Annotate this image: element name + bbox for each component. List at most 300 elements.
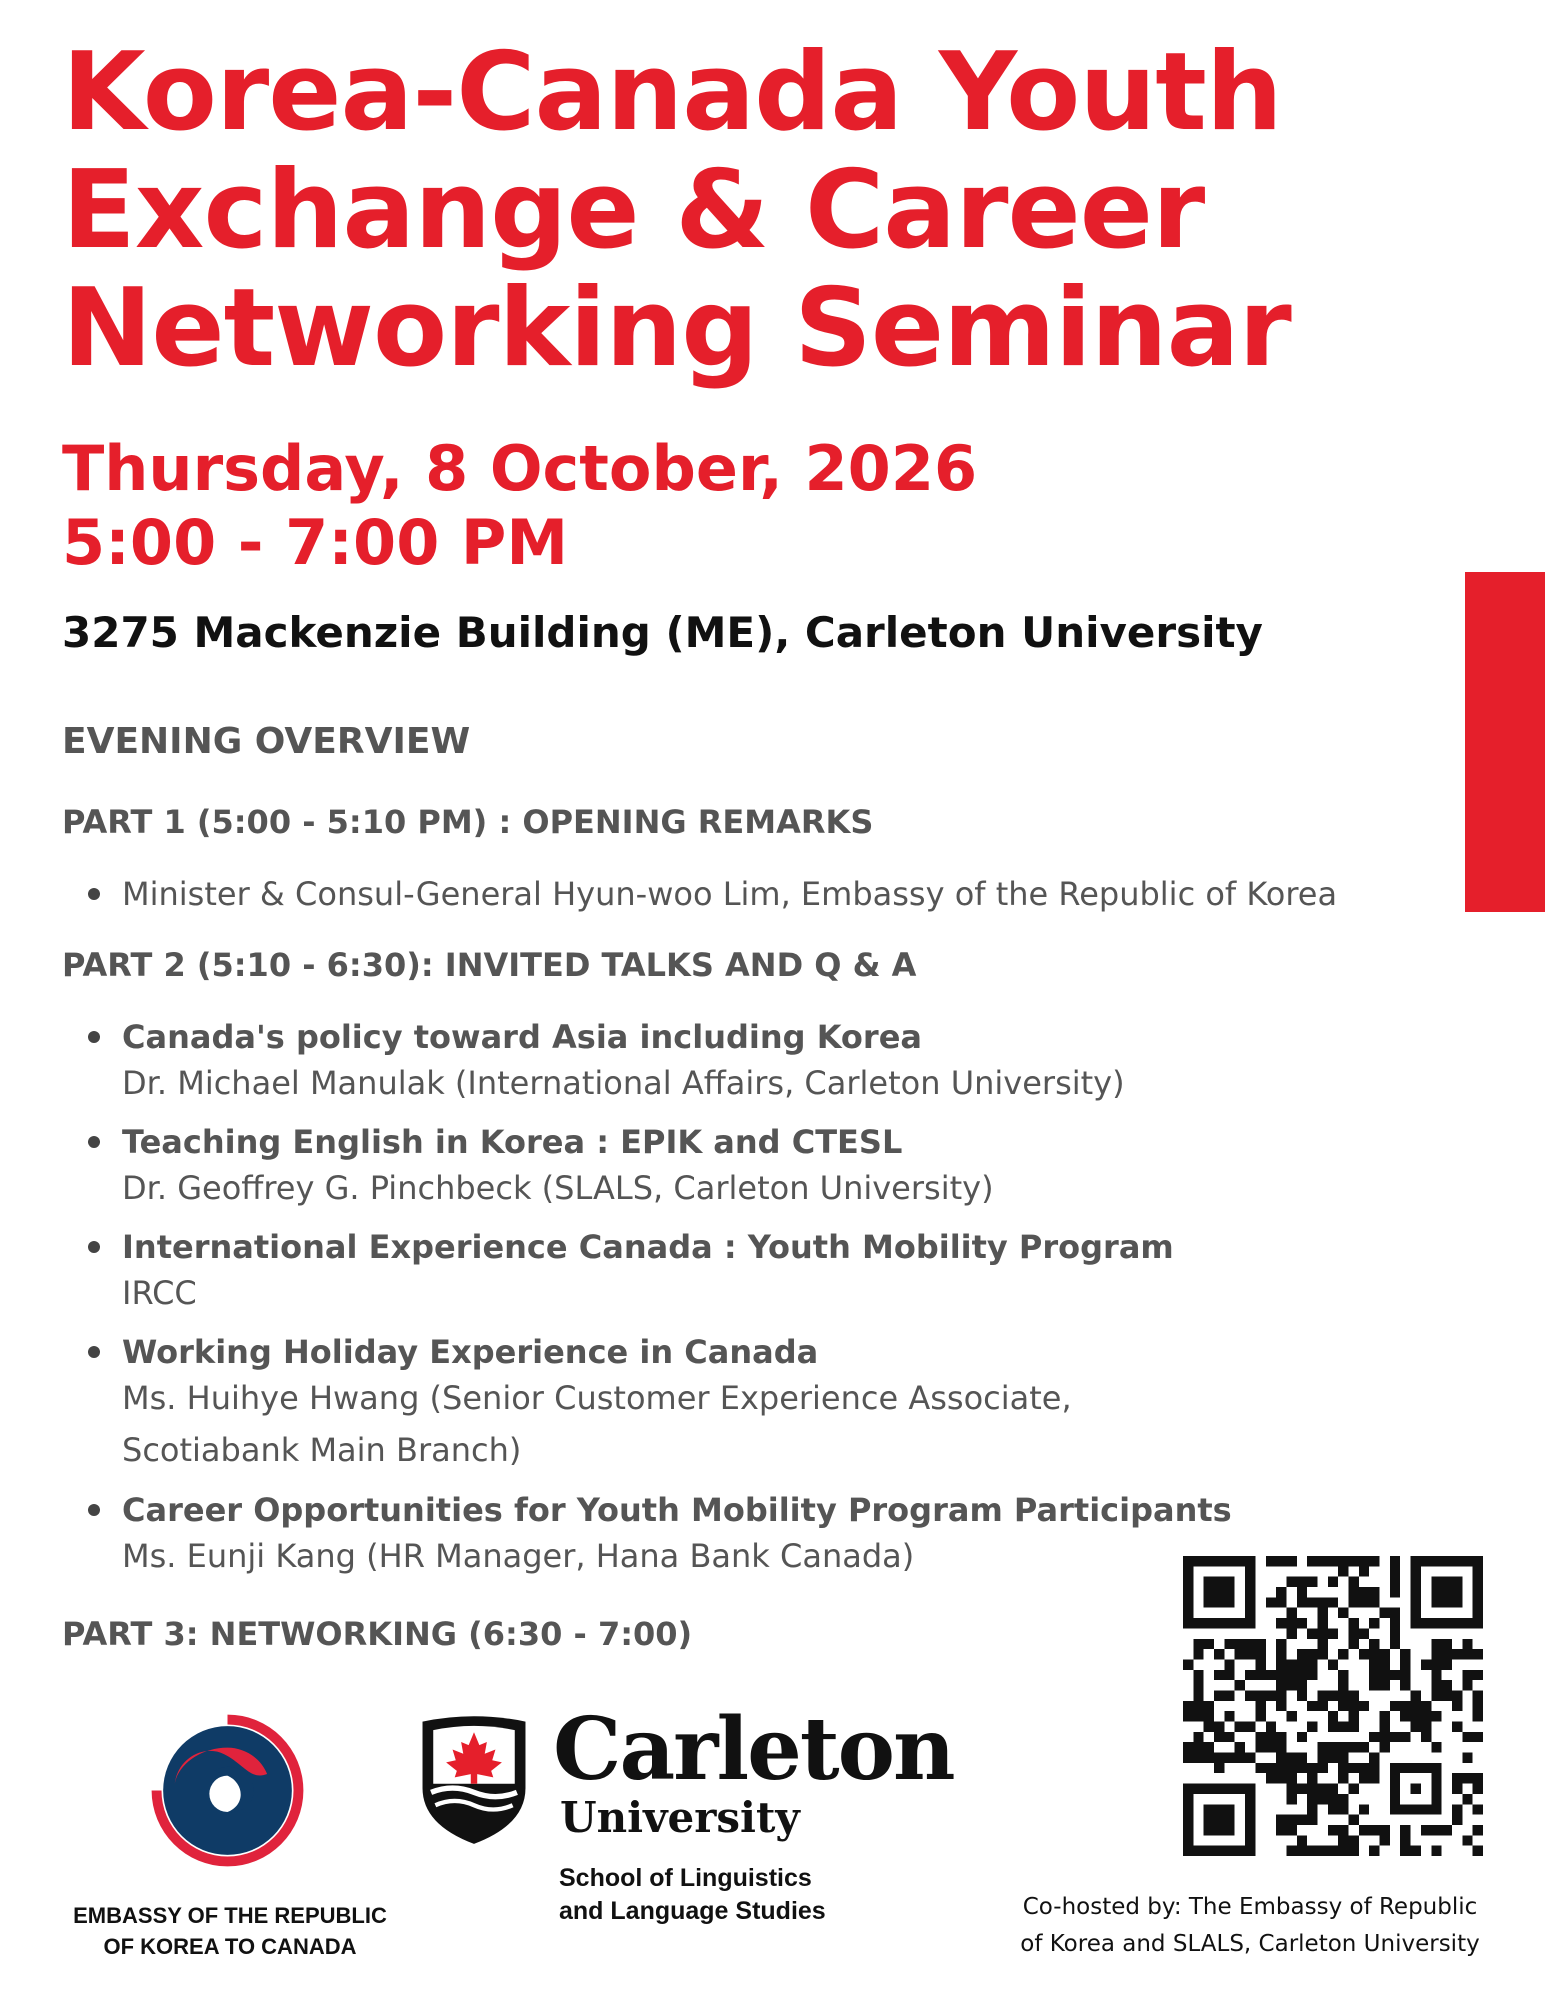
qr-module — [1390, 1670, 1400, 1680]
qr-module — [1380, 1680, 1390, 1690]
qr-module — [1349, 1690, 1359, 1700]
embassy-caption — [40, 1900, 420, 1962]
qr-module — [1349, 1587, 1359, 1597]
qr-module — [1380, 1670, 1390, 1680]
qr-module — [1307, 1577, 1317, 1587]
qr-module — [1452, 1804, 1462, 1814]
qr-module — [1224, 1690, 1234, 1700]
qr-module — [1276, 1690, 1286, 1700]
qr-module — [1307, 1701, 1317, 1711]
qr-module — [1400, 1701, 1410, 1711]
qr-module — [1276, 1618, 1286, 1628]
qr-module — [1286, 1577, 1296, 1587]
qr-module — [1338, 1722, 1348, 1732]
qr-finder — [1473, 1556, 1483, 1628]
qr-module — [1462, 1835, 1472, 1845]
qr-module — [1286, 1825, 1296, 1835]
bullet-dot — [88, 1504, 100, 1516]
qr-module — [1473, 1649, 1483, 1659]
qr-module — [1193, 1732, 1203, 1742]
qr-module — [1431, 1846, 1441, 1856]
qr-module — [1307, 1804, 1317, 1814]
qr-module — [1359, 1597, 1369, 1607]
qr-module — [1431, 1711, 1441, 1721]
qr-module — [1328, 1556, 1338, 1566]
qr-module — [1317, 1628, 1327, 1638]
qr-module — [1390, 1608, 1400, 1618]
qr-module — [1317, 1639, 1327, 1649]
bullet-dot — [88, 1031, 100, 1043]
qr-module — [1193, 1670, 1203, 1680]
qr-module — [1193, 1742, 1203, 1752]
qr-module — [1421, 1659, 1431, 1669]
qr-module — [1286, 1773, 1296, 1783]
embassy-caption-line: OF KOREA TO CANADA — [103, 1934, 357, 1959]
talk-title: Career Opportunities for Youth Mobility Program Participants — [122, 1491, 1232, 1529]
qr-module — [1400, 1659, 1410, 1669]
talk-speaker: Ms. Eunji Kang (HR Manager, Hana Bank Canada) — [122, 1537, 915, 1575]
part3-heading: PART 3: NETWORKING (6:30 - 7:00) — [62, 1615, 693, 1653]
qr-module — [1338, 1753, 1348, 1763]
qr-module — [1338, 1649, 1348, 1659]
overview-heading: EVENING OVERVIEW — [62, 721, 471, 762]
carleton-university-wordmark: University — [560, 1793, 800, 1842]
qr-module — [1214, 1649, 1224, 1659]
qr-module — [1338, 1794, 1348, 1804]
qr-module — [1224, 1732, 1234, 1742]
qr-module — [1317, 1763, 1327, 1773]
qr-module — [1390, 1566, 1400, 1576]
qr-module — [1297, 1784, 1307, 1794]
qr-module — [1431, 1825, 1441, 1835]
qr-module — [1266, 1742, 1276, 1752]
qr-module — [1359, 1556, 1369, 1566]
qr-module — [1400, 1846, 1410, 1856]
qr-module — [1369, 1670, 1379, 1680]
qr-module — [1473, 1825, 1483, 1835]
embassy-caption-line: EMBASSY OF THE REPUBLIC — [73, 1903, 387, 1928]
qr-module — [1400, 1732, 1410, 1742]
qr-module — [1380, 1835, 1390, 1845]
qr-module — [1317, 1742, 1327, 1752]
qr-module — [1328, 1577, 1338, 1587]
qr-module — [1369, 1680, 1379, 1690]
qr-module — [1338, 1680, 1348, 1690]
qr-module — [1369, 1659, 1379, 1669]
qr-module — [1317, 1784, 1327, 1794]
qr-module — [1338, 1566, 1348, 1576]
qr-module — [1297, 1659, 1307, 1669]
qr-module — [1307, 1556, 1317, 1566]
qr-module — [1276, 1701, 1286, 1711]
qr-module — [1369, 1773, 1379, 1783]
qr-module — [1328, 1846, 1338, 1856]
korea-taegeuk-logo-icon — [145, 1708, 310, 1873]
opening-remarks-speaker: Minister & Consul-General Hyun-woo Lim, Embassy of the Republic of Korea — [122, 875, 1338, 913]
qr-module — [1297, 1649, 1307, 1659]
bullet-dot — [88, 888, 100, 900]
qr-module — [1328, 1804, 1338, 1814]
qr-module — [1297, 1753, 1307, 1763]
qr-module — [1286, 1680, 1296, 1690]
qr-module — [1338, 1670, 1348, 1680]
qr-module — [1307, 1670, 1317, 1680]
qr-code-icon[interactable] — [1183, 1556, 1483, 1856]
qr-module — [1349, 1556, 1359, 1566]
qr-module — [1266, 1732, 1276, 1742]
qr-module — [1338, 1701, 1348, 1711]
qr-module — [1266, 1670, 1276, 1680]
bullet-dot — [88, 1136, 100, 1148]
qr-module — [1338, 1556, 1348, 1566]
qr-module — [1255, 1670, 1265, 1680]
qr-module — [1359, 1587, 1369, 1597]
qr-module — [1204, 1701, 1214, 1711]
qr-module — [1286, 1618, 1296, 1628]
qr-module — [1317, 1597, 1327, 1607]
qr-module — [1307, 1628, 1317, 1638]
qr-module — [1328, 1825, 1338, 1835]
qr-module — [1266, 1556, 1276, 1566]
qr-module — [1431, 1670, 1441, 1680]
qr-module — [1317, 1701, 1327, 1711]
qr-module — [1255, 1732, 1265, 1742]
qr-module — [1452, 1722, 1462, 1732]
qr-module — [1286, 1711, 1296, 1721]
qr-module — [1328, 1628, 1338, 1638]
qr-module — [1473, 1690, 1483, 1700]
bullet-dot — [88, 1346, 100, 1358]
qr-module — [1276, 1753, 1286, 1763]
qr-module — [1380, 1722, 1390, 1732]
qr-module — [1204, 1639, 1214, 1649]
qr-module — [1462, 1680, 1472, 1690]
qr-module — [1349, 1846, 1359, 1856]
school-caption-line: School of Linguistics — [559, 1864, 812, 1892]
qr-module — [1431, 1639, 1441, 1649]
event-title — [62, 30, 1512, 391]
qr-module — [1349, 1701, 1359, 1711]
qr-module — [1193, 1680, 1203, 1690]
qr-module — [1204, 1722, 1214, 1732]
qr-module — [1317, 1753, 1327, 1763]
school-caption — [559, 1862, 826, 1928]
qr-module — [1411, 1711, 1421, 1721]
qr-module — [1359, 1649, 1369, 1659]
qr-module — [1286, 1846, 1296, 1856]
qr-module — [1297, 1732, 1307, 1742]
qr-module — [1307, 1763, 1317, 1773]
qr-module — [1390, 1639, 1400, 1649]
qr-module — [1462, 1732, 1472, 1742]
qr-module — [1297, 1690, 1307, 1700]
qr-module — [1349, 1577, 1359, 1587]
qr-module — [1338, 1608, 1348, 1618]
qr-module — [1369, 1618, 1379, 1628]
qr-module — [1338, 1835, 1348, 1845]
qr-module — [1328, 1711, 1338, 1721]
qr-module — [1338, 1690, 1348, 1700]
qr-module — [1390, 1618, 1400, 1628]
qr-module — [1183, 1753, 1193, 1763]
event-title-line-3: Networking Seminar — [62, 266, 1291, 391]
carleton-wordmark: Carleton — [553, 1699, 954, 1800]
qr-module — [1400, 1835, 1410, 1845]
qr-module — [1224, 1753, 1234, 1763]
qr-module — [1214, 1732, 1224, 1742]
qr-module — [1400, 1670, 1410, 1680]
qr-module — [1193, 1711, 1203, 1721]
qr-module — [1462, 1773, 1472, 1783]
qr-finder — [1183, 1846, 1255, 1856]
qr-module — [1317, 1608, 1327, 1618]
qr-module — [1245, 1639, 1255, 1649]
qr-module — [1224, 1659, 1234, 1669]
qr-module — [1400, 1711, 1410, 1721]
qr-module — [1297, 1680, 1307, 1690]
qr-finder — [1411, 1618, 1483, 1628]
qr-module — [1307, 1773, 1317, 1783]
talk-speaker: Ms. Huihye Hwang (Senior Customer Experience Associate, — [122, 1379, 1072, 1417]
qr-module — [1369, 1556, 1379, 1566]
talk-speaker: Scotiabank Main Branch) — [122, 1431, 522, 1469]
qr-module — [1297, 1618, 1307, 1628]
qr-module — [1369, 1753, 1379, 1763]
qr-module — [1421, 1722, 1431, 1732]
qr-module — [1193, 1753, 1203, 1763]
qr-module — [1400, 1680, 1410, 1690]
qr-module — [1421, 1711, 1431, 1721]
qr-module — [1369, 1846, 1379, 1856]
qr-module — [1307, 1794, 1317, 1804]
qr-module — [1245, 1722, 1255, 1732]
qr-finder — [1411, 1556, 1483, 1566]
qr-module — [1317, 1846, 1327, 1856]
qr-module — [1442, 1680, 1452, 1690]
qr-module — [1431, 1690, 1441, 1700]
qr-module — [1214, 1722, 1224, 1732]
qr-module — [1369, 1732, 1379, 1742]
qr-module — [1411, 1690, 1421, 1700]
qr-module — [1349, 1597, 1359, 1607]
qr-module — [1255, 1742, 1265, 1752]
qr-module — [1369, 1763, 1379, 1773]
qr-module — [1235, 1753, 1245, 1763]
qr-finder — [1204, 1577, 1235, 1608]
qr-module — [1390, 1732, 1400, 1742]
qr-module — [1390, 1628, 1400, 1638]
qr-finder — [1431, 1577, 1462, 1608]
qr-module — [1276, 1680, 1286, 1690]
talk-title: Working Holiday Experience in Canada — [122, 1333, 819, 1371]
event-time: 5:00 - 7:00 PM — [62, 506, 569, 579]
qr-module — [1411, 1846, 1421, 1856]
qr-module — [1286, 1670, 1296, 1680]
qr-module — [1369, 1649, 1379, 1659]
qr-module — [1431, 1659, 1441, 1669]
qr-module — [1380, 1742, 1390, 1752]
qr-finder — [1183, 1556, 1255, 1566]
qr-module — [1193, 1690, 1203, 1700]
qr-module — [1276, 1639, 1286, 1649]
qr-module — [1369, 1587, 1379, 1597]
qr-module — [1255, 1659, 1265, 1669]
talk-speaker: IRCC — [122, 1274, 197, 1312]
qr-module — [1473, 1773, 1483, 1783]
qr-module — [1297, 1846, 1307, 1856]
red-accent-bar — [1465, 572, 1545, 912]
qr-module — [1204, 1742, 1214, 1752]
qr-module — [1266, 1773, 1276, 1783]
talk-title: International Experience Canada : Youth Mobility Program — [122, 1228, 1174, 1266]
qr-module — [1276, 1825, 1286, 1835]
qr-module — [1183, 1742, 1193, 1752]
qr-module — [1380, 1732, 1390, 1742]
qr-module — [1452, 1690, 1462, 1700]
qr-module — [1286, 1784, 1296, 1794]
qr-module — [1431, 1649, 1441, 1659]
qr-module — [1462, 1794, 1472, 1804]
qr-module — [1338, 1804, 1348, 1814]
qr-module — [1431, 1742, 1441, 1752]
talk-title: Teaching English in Korea : EPIK and CTESL — [122, 1123, 903, 1161]
qr-module — [1328, 1753, 1338, 1763]
qr-module — [1183, 1659, 1193, 1669]
qr-module — [1349, 1628, 1359, 1638]
qr-module — [1286, 1815, 1296, 1825]
qr-module — [1380, 1608, 1390, 1618]
qr-module — [1380, 1659, 1390, 1669]
qr-module — [1411, 1722, 1421, 1732]
qr-module — [1245, 1670, 1255, 1680]
qr-module — [1276, 1742, 1286, 1752]
qr-module — [1255, 1690, 1265, 1700]
qr-module — [1297, 1597, 1307, 1607]
qr-module — [1317, 1618, 1327, 1628]
qr-module — [1307, 1597, 1317, 1607]
qr-finder — [1245, 1556, 1255, 1628]
qr-module — [1214, 1753, 1224, 1763]
qr-module — [1245, 1690, 1255, 1700]
qr-module — [1442, 1649, 1452, 1659]
qr-module — [1473, 1732, 1483, 1742]
qr-module — [1452, 1773, 1462, 1783]
carleton-shield-icon — [420, 1713, 528, 1846]
qr-module — [1317, 1649, 1327, 1659]
qr-module — [1286, 1794, 1296, 1804]
qr-module — [1276, 1815, 1286, 1825]
talk-title: Canada's policy toward Asia including Korea — [122, 1018, 922, 1056]
qr-module — [1380, 1825, 1390, 1835]
qr-module — [1338, 1825, 1348, 1835]
qr-finder — [1183, 1618, 1255, 1628]
qr-module — [1276, 1670, 1286, 1680]
qr-module — [1390, 1701, 1400, 1711]
qr-module — [1297, 1763, 1307, 1773]
qr-module — [1307, 1659, 1317, 1669]
qr-module — [1452, 1701, 1462, 1711]
event-date: Thursday, 8 October, 2026 — [62, 432, 978, 505]
qr-module — [1390, 1587, 1400, 1597]
qr-module — [1266, 1722, 1276, 1732]
qr-finder — [1183, 1556, 1193, 1628]
qr-module — [1328, 1784, 1338, 1794]
qr-module — [1390, 1577, 1400, 1587]
cohost-caption-line: Co-hosted by: The Embassy of Republic — [1022, 1894, 1478, 1920]
qr-module — [1286, 1763, 1296, 1773]
qr-module — [1276, 1649, 1286, 1659]
qr-module — [1317, 1556, 1327, 1566]
qr-module — [1297, 1815, 1307, 1825]
qr-module — [1255, 1763, 1265, 1773]
qr-module — [1307, 1649, 1317, 1659]
qr-module — [1307, 1815, 1317, 1825]
qr-module — [1328, 1659, 1338, 1669]
qr-module — [1297, 1670, 1307, 1680]
qr-module — [1183, 1701, 1193, 1711]
qr-module — [1431, 1680, 1441, 1690]
qr-module — [1276, 1659, 1286, 1669]
qr-module — [1349, 1722, 1359, 1732]
qr-module — [1359, 1763, 1369, 1773]
event-title-line-2: Exchange & Career — [62, 148, 1205, 273]
qr-module — [1328, 1794, 1338, 1804]
qr-align — [1411, 1784, 1421, 1794]
qr-module — [1338, 1763, 1348, 1773]
qr-module — [1204, 1753, 1214, 1763]
qr-module — [1473, 1784, 1483, 1794]
qr-module — [1452, 1649, 1462, 1659]
qr-module — [1442, 1659, 1452, 1669]
qr-module — [1338, 1773, 1348, 1783]
qr-module — [1473, 1846, 1483, 1856]
qr-module — [1462, 1649, 1472, 1659]
qr-module — [1286, 1608, 1296, 1618]
qr-module — [1349, 1711, 1359, 1721]
qr-module — [1359, 1628, 1369, 1638]
qr-module — [1338, 1846, 1348, 1856]
qr-module — [1369, 1639, 1379, 1649]
qr-module — [1421, 1825, 1431, 1835]
qr-module — [1297, 1577, 1307, 1587]
qr-module — [1452, 1784, 1462, 1794]
qr-module — [1359, 1825, 1369, 1835]
qr-module — [1183, 1711, 1193, 1721]
qr-finder — [1204, 1804, 1235, 1835]
qr-module — [1328, 1597, 1338, 1607]
qr-module — [1297, 1587, 1307, 1597]
qr-module — [1473, 1670, 1483, 1680]
qr-module — [1266, 1763, 1276, 1773]
qr-module — [1380, 1711, 1390, 1721]
qr-module — [1235, 1680, 1245, 1690]
qr-module — [1224, 1670, 1234, 1680]
qr-module — [1286, 1556, 1296, 1566]
qr-module — [1255, 1649, 1265, 1659]
talk-speaker: Dr. Geoffrey G. Pinchbeck (SLALS, Carleton University) — [122, 1169, 994, 1207]
qr-module — [1276, 1556, 1286, 1566]
qr-module — [1286, 1753, 1296, 1763]
qr-module — [1359, 1701, 1369, 1711]
event-title-line-1: Korea-Canada Youth — [62, 30, 1282, 155]
qr-module — [1276, 1587, 1286, 1597]
qr-module — [1255, 1639, 1265, 1649]
qr-module — [1307, 1846, 1317, 1856]
qr-module — [1349, 1639, 1359, 1649]
qr-module — [1245, 1649, 1255, 1659]
qr-module — [1193, 1701, 1203, 1711]
qr-module — [1421, 1732, 1431, 1742]
